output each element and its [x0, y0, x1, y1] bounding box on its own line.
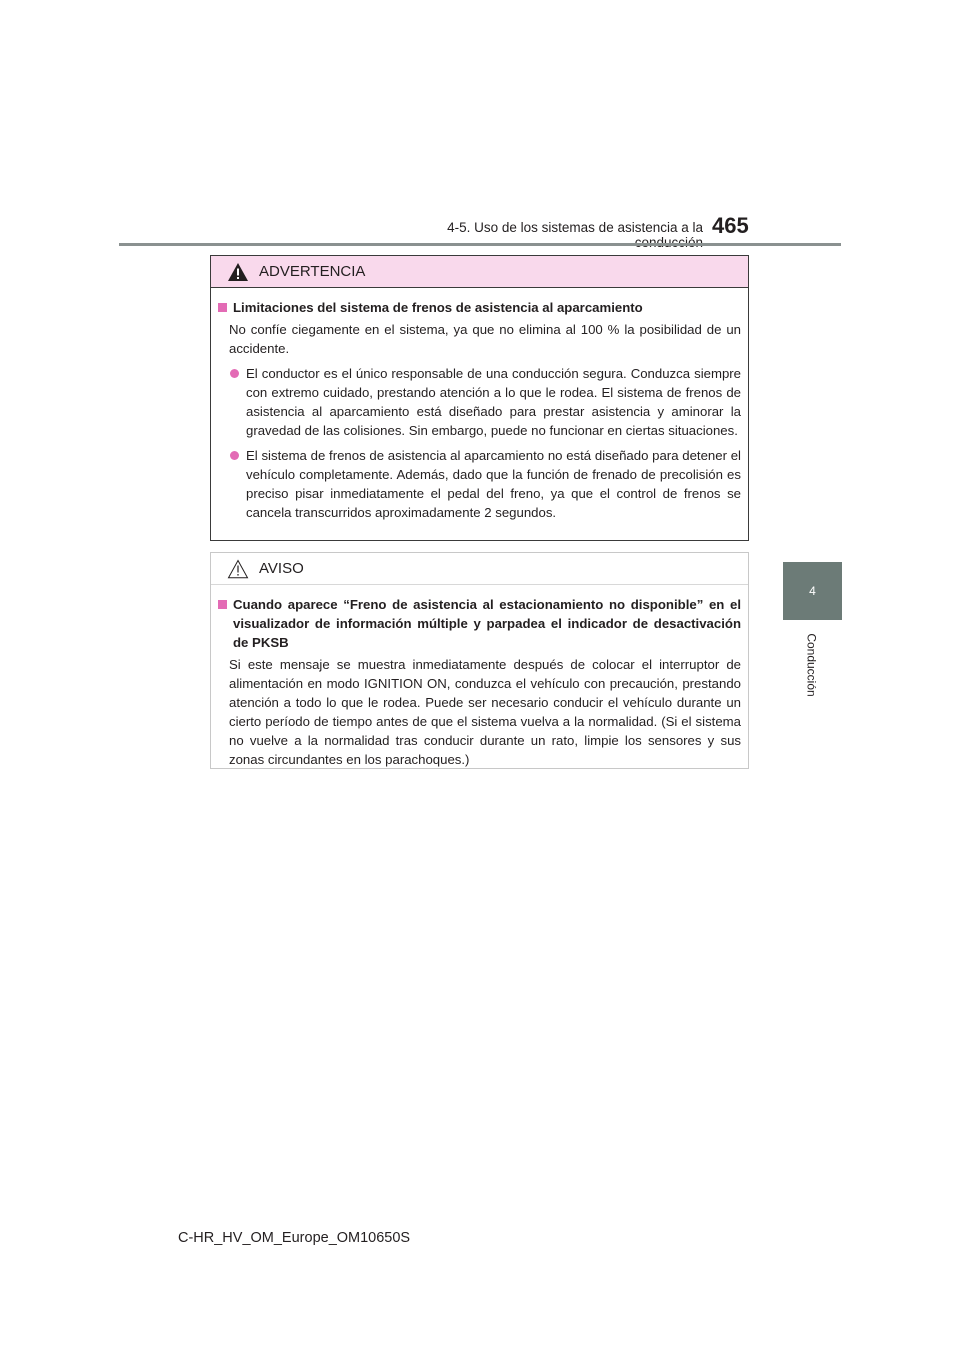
warning-bullet-text: El sistema de frenos de asistencia al aparcamiento no está diseñado para detener el vehículo completamente. Además, dado que la función de frenado de precolisión es preciso pisar inmediatamente el pedal del freno, ya que el control de frenos se cancela transcurridos aproximadamente 2 segundos.	[246, 448, 741, 520]
warning-triangle-outline-icon	[227, 559, 249, 579]
warning-box	[210, 255, 749, 541]
caution-box-header	[211, 553, 748, 585]
caution-box-body	[211, 585, 748, 769]
warning-heading-text: Limitaciones del sistema de frenos de asistencia al aparcamiento	[233, 300, 643, 315]
warning-title: ADVERTENCIA	[259, 263, 366, 280]
square-bullet-icon	[218, 600, 227, 609]
warning-bullet-text: El conductor es el único responsable de una conducción segura. Conduzca siempre con extremo cuidado, prestando atención a lo que le rodea. El sistema de frenos de asistencia al aparcamiento está diseñado para prestar asistencia y aminorar la gravedad de las colisiones. Sin embargo, puede no funcionar en ciertas situaciones.	[246, 366, 741, 438]
warning-triangle-filled-icon	[227, 262, 249, 282]
warning-heading	[217, 298, 741, 317]
warning-box-header	[211, 256, 748, 288]
running-header-section: 4-5. Uso de los sistemas de asistencia a la	[447, 220, 703, 235]
chapter-label: Conducción	[805, 633, 819, 697]
caution-box	[210, 552, 749, 769]
warning-bullet	[217, 446, 741, 522]
warning-bullet	[217, 364, 741, 440]
caution-heading-text: Cuando aparece “Freno de asistencia al estacionamiento no disponible” en el visualizador de información múltiple y parpadea el indicador de desactivación de PKSB	[233, 597, 741, 650]
warning-box-body	[211, 288, 748, 522]
caution-title: AVISO	[259, 560, 304, 577]
page-number: 465	[712, 213, 749, 238]
header-divider	[119, 243, 841, 246]
square-bullet-icon	[218, 303, 227, 312]
chapter-label-container	[762, 630, 862, 700]
caution-heading	[217, 595, 741, 652]
chapter-number: 4	[809, 584, 816, 598]
footer-model-code: C-HR_HV_OM_Europe_OM10650S	[178, 1230, 411, 1246]
caution-body: Si este mensaje se muestra inmediatamente después de colocar el interruptor de alimentación en modo IGNITION ON, conduzca el vehículo con precaución, prestando atención a todo lo que le rodea. Puede ser necesario conducir el vehículo durante un cierto período de tiempo antes de que el sistema vuelva a la normalidad. (Si el sistema no vuelve a la normalidad tras conducir durante un rato, limpie los sensores y sus zonas circundantes en los parachoques.)	[229, 657, 741, 767]
round-bullet-icon	[230, 451, 239, 460]
chapter-tab	[783, 562, 842, 620]
warning-intro: No confíe ciegamente en el sistema, ya que no elimina al 100 % la posibilidad de un accidente.	[229, 322, 741, 356]
round-bullet-icon	[230, 369, 239, 378]
